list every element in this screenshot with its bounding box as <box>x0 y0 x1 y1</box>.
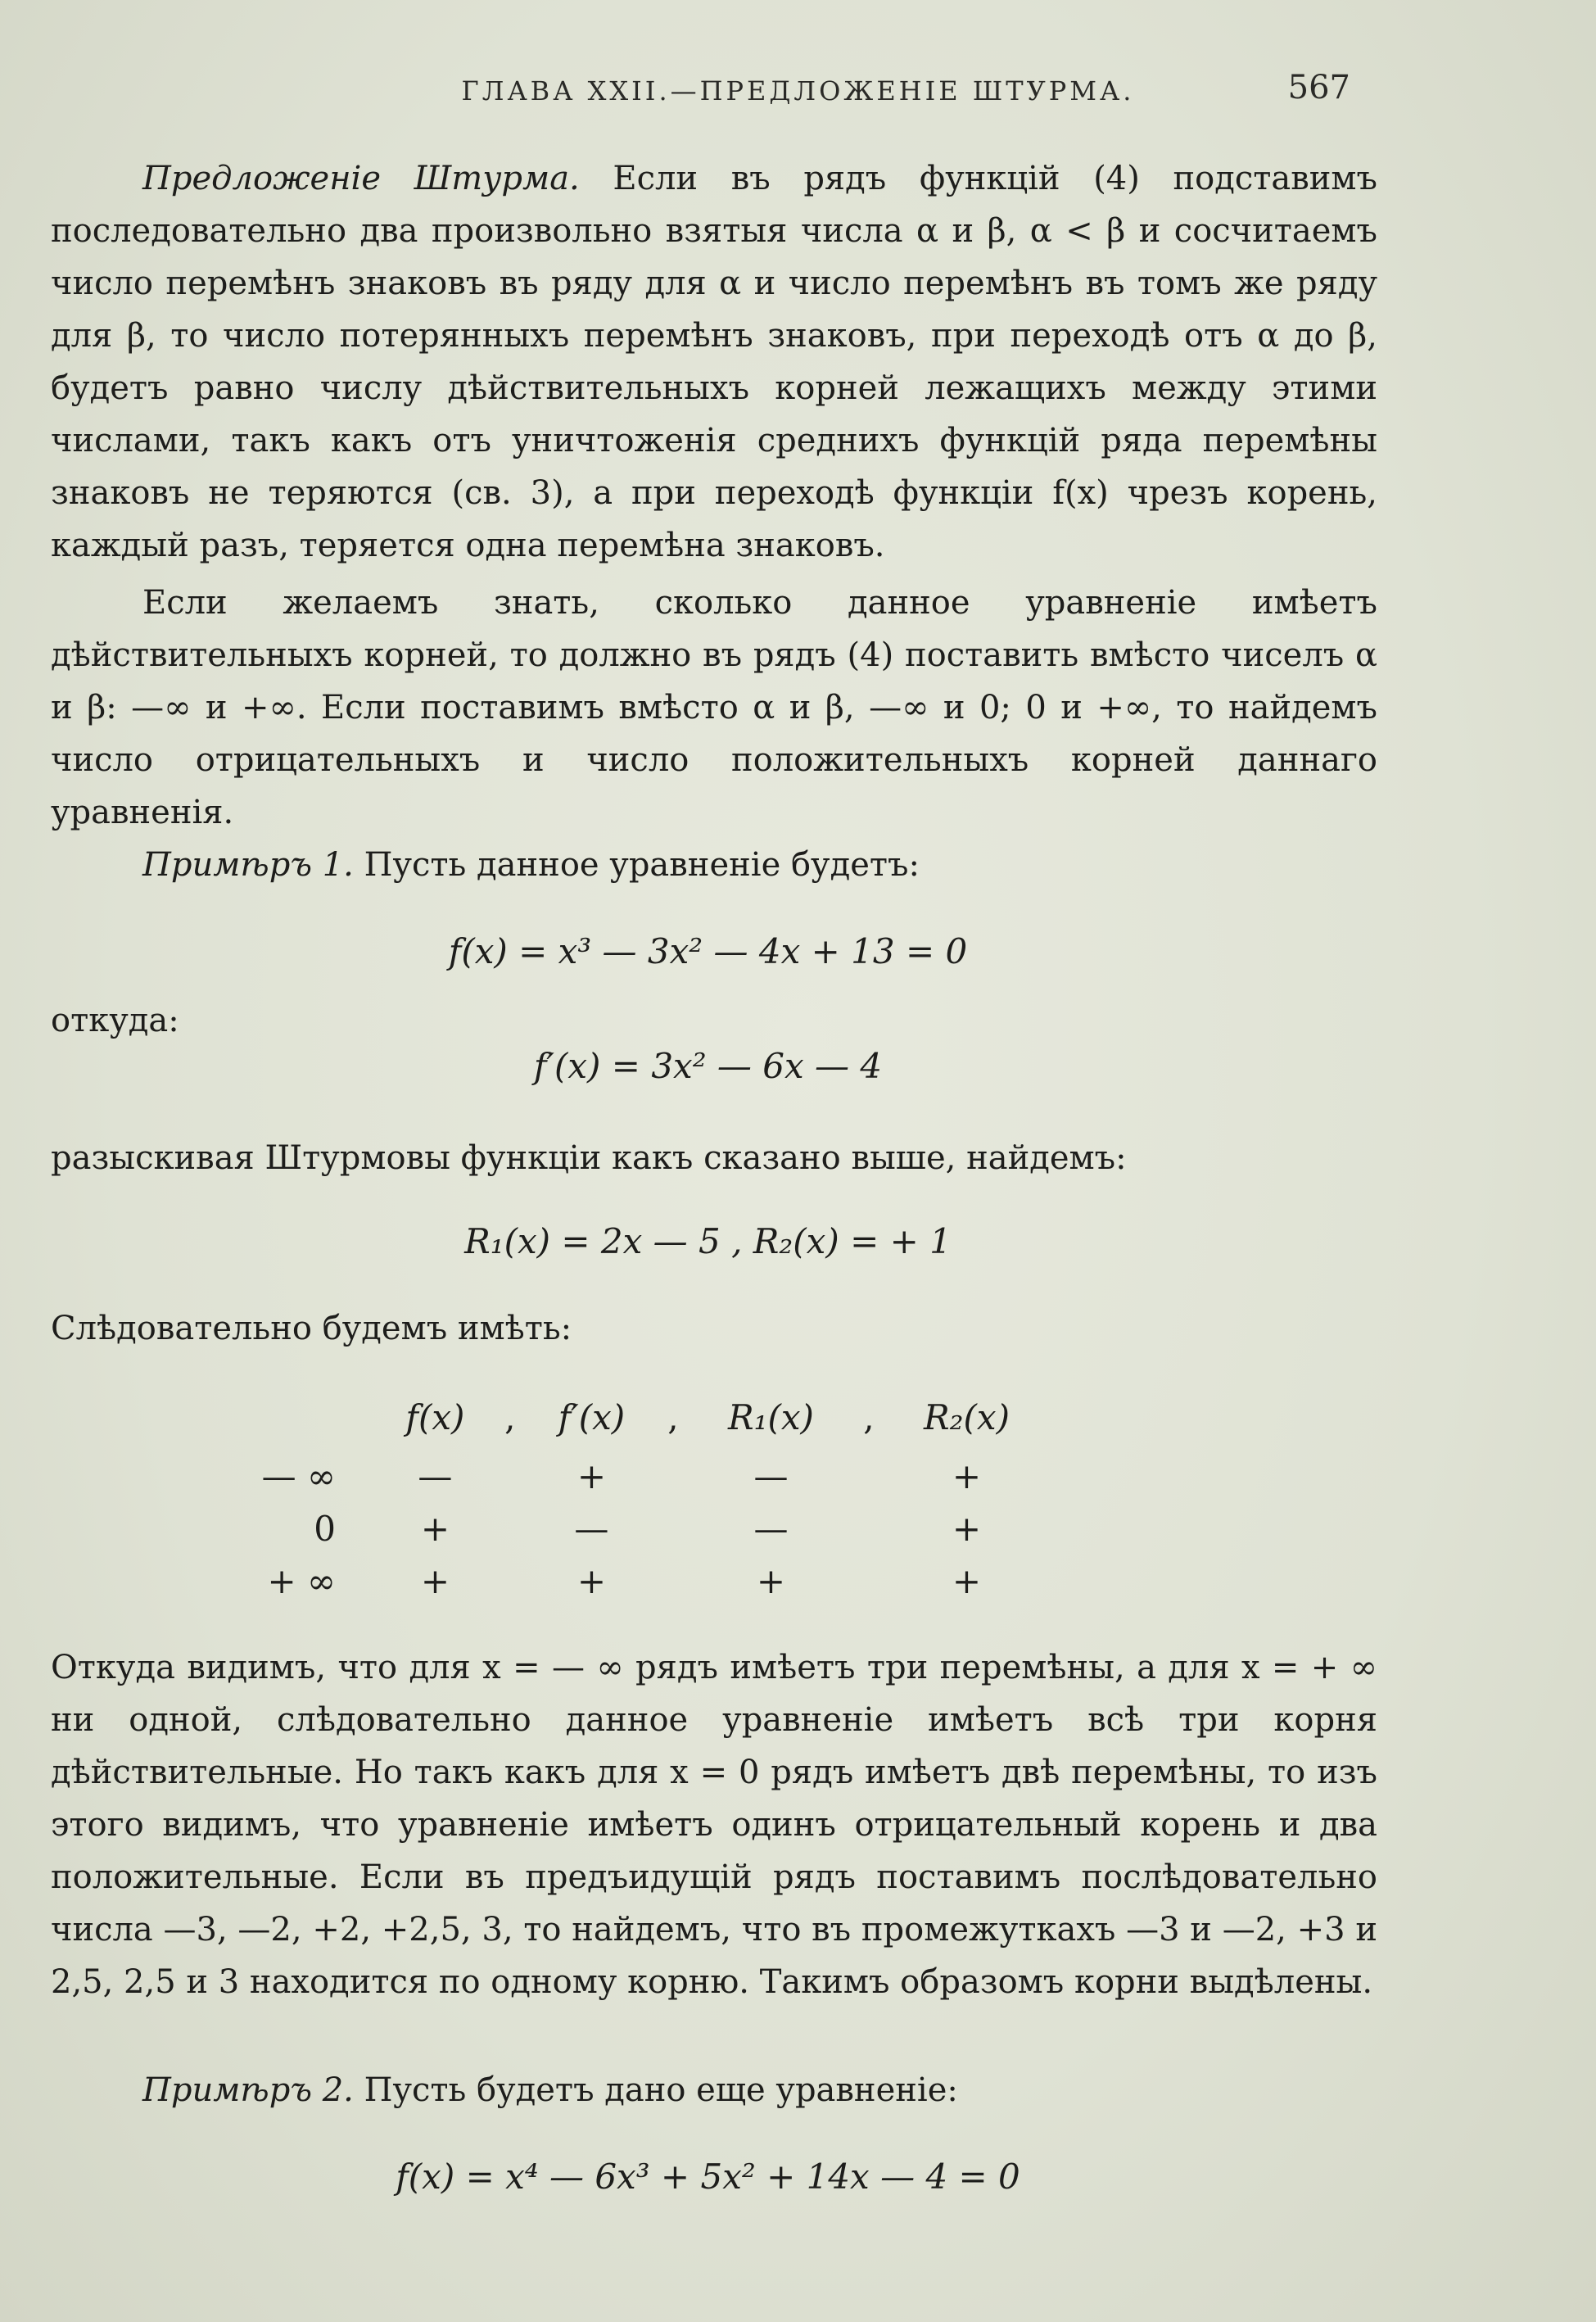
sign-cell: + <box>576 1560 607 1601</box>
sign-cell: — <box>574 1508 609 1549</box>
sign-cell: + <box>952 1560 982 1601</box>
sign-table-row <box>237 1450 1040 1502</box>
sign-table-corner <box>237 1384 385 1450</box>
example-1-intro-text: Пусть данное уравненіе будетъ: <box>353 846 920 884</box>
sign-table <box>237 1384 1040 1607</box>
col-header-f-prime: f′(x) <box>558 1396 626 1437</box>
sign-cell: + <box>576 1455 607 1496</box>
example-2-intro-text: Пусть будетъ дано еще уравненіе: <box>353 2071 958 2109</box>
col-header-f: f(x) <box>405 1396 465 1437</box>
paragraph-sturm-theorem <box>51 152 1377 572</box>
sign-table-row <box>237 1555 1040 1607</box>
sign-cell: + <box>952 1455 982 1496</box>
row-label: + ∞ <box>267 1560 336 1601</box>
text-search-functions: разыскивая Штурмовы функціи какъ сказано выше, найдемъ: <box>51 1139 1127 1177</box>
paragraph-real-roots: Если желаемъ знать, сколько данное уравненіе имѣетъ дѣйствительныхъ корней, то должно въ рядъ (4) поставить вмѣсто чиселъ α и β: —∞ и +∞. Если поставимъ вмѣсто α и β, —∞ и 0; 0 и +∞, то найдемъ число отрицательныхъ и число положительныхъ корней даннаго уравненія. <box>51 584 1377 831</box>
text-whence: откуда: <box>51 1002 179 1039</box>
equation-sturm-functions: R₁(x) = 2x — 5 , R₂(x) = + 1 <box>464 1221 952 1261</box>
running-title: ГЛАВА XXII.—ПРЕДЛОЖЕНІЕ ШТУРМА. <box>461 75 1135 106</box>
sign-cell: + <box>420 1508 450 1549</box>
theorem-text: Если въ рядъ функцій (4) подставимъ последовательно два произвольно взятыя числа α и β, α < β и сосчитаемъ число перемѣнъ знаковъ въ ряду для α и число перемѣнъ въ томъ же ряду для β, то число потерянныхъ перемѣнъ знаковъ, при переходѣ отъ α до β, будетъ равно числу дѣйствительныхъ корней лежащихъ между этими числами, такъ какъ отъ уничтоженія среднихъ функцій ряда перемѣны знаковъ не теряются (св. 3), а при переходѣ функціи f(x) чрезъ корень, каждый разъ, теряется одна перемѣна знаковъ. <box>51 160 1377 564</box>
col-header-r2: R₂(x) <box>924 1396 1010 1437</box>
sign-cell: + <box>420 1560 450 1601</box>
row-label: — ∞ <box>261 1455 336 1496</box>
col-header-r1: R₁(x) <box>728 1396 814 1437</box>
sign-cell: — <box>753 1508 789 1549</box>
equation-f: f(x) = x³ — 3x² — 4x + 13 = 0 <box>448 931 968 971</box>
sign-cell: + <box>952 1508 982 1549</box>
sign-table-row <box>237 1502 1040 1555</box>
row-label: 0 <box>314 1508 336 1549</box>
sign-cell: — <box>753 1455 789 1496</box>
col-separator: , <box>667 1396 679 1437</box>
equation-example-2: f(x) = x⁴ — 6x³ + 5x² + 14x — 4 = 0 <box>396 2157 1020 2197</box>
example-1-label: Примѣръ 1. <box>142 846 354 884</box>
page-header <box>0 67 1596 116</box>
sign-cell: — <box>418 1455 453 1496</box>
equation-f-prime: f′(x) = 3x² — 6x — 4 <box>533 1046 883 1086</box>
text-consequently: Слѣдовательно будемъ имѣть: <box>51 1310 572 1347</box>
sign-cell: + <box>756 1560 786 1601</box>
page-number: 567 <box>1287 69 1350 106</box>
example-1-intro <box>51 839 1377 891</box>
col-separator: , <box>863 1396 875 1437</box>
example-2-intro <box>51 2064 1377 2116</box>
paragraph-root-analysis: Откуда видимъ, что для x = — ∞ рядъ имѣетъ три перемѣны, а для x = + ∞ ни одной, слѣдовательно данное уравненіе имѣетъ всѣ три корня дѣйствительные. Но такъ какъ для x = 0 рядъ имѣетъ двѣ перемѣны, то изъ этого видимъ, что уравненіе имѣетъ одинъ отрицательный корень и два положительные. Если въ предъидущій рядъ поставимъ послѣдовательно числа —3, —2, +2, +2,5, 3, то найдемъ, что въ промежуткахъ —3 и —2, +3 и 2,5, 2,5 и 3 находится по одному корню. Такимъ образомъ корни выдѣлены. <box>51 1649 1377 2001</box>
sign-table-header <box>237 1384 1040 1450</box>
theorem-heading: Предложеніе Штурма. <box>142 160 580 197</box>
example-2-label: Примѣръ 2. <box>142 2071 354 2109</box>
col-separator: , <box>504 1396 516 1437</box>
